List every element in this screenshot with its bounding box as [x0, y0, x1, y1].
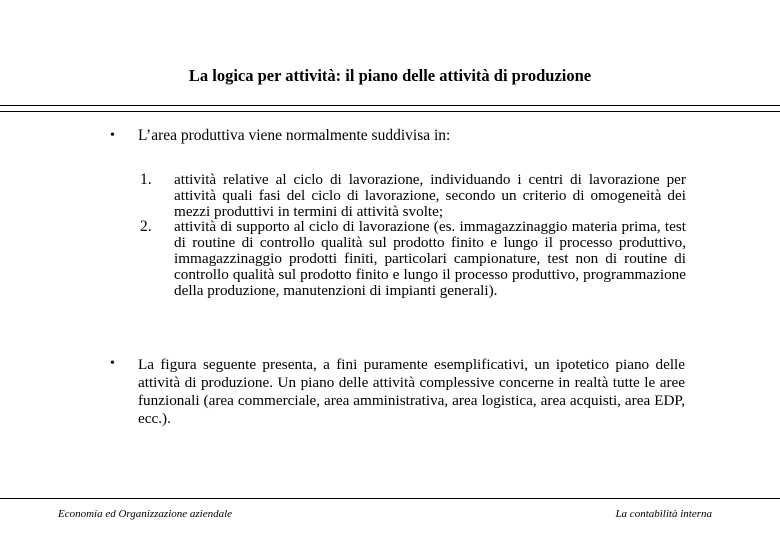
title-rule-top — [0, 105, 780, 106]
slide-title: La logica per attività: il piano delle attività di produzione — [188, 66, 592, 85]
list-item-text: attività di supporto al ciclo di lavorazione (es. immagazzinaggio materia prima, test di routine di controllo qualità sul prodotto finito e lungo il processo produttivo, immagazzinaggio prodotti finiti, particolari campionature, test non di routine di controllo qualità sul prodotto finito e lungo il processo produttivo, programmazione della produzione, manutenzioni di impianti generali). — [174, 218, 686, 299]
footer-rule — [0, 498, 780, 499]
bullet-icon: • — [110, 356, 115, 371]
list-item-number: 1. — [140, 171, 152, 188]
bullet-icon: • — [110, 128, 115, 143]
bullet-2-text: La figura seguente presenta, a fini puramente esemplificativi, un ipotetico piano delle attività di produzione. Un piano delle attività complessive concerne in realtà tutte le aree funzionali (area commerciale, area amministrativa, area logistica, area acquisti, area EDP, ecc.). — [138, 356, 685, 427]
title-rule-bottom — [0, 111, 780, 112]
list-item — [138, 219, 686, 298]
list-item-number: 2. — [140, 218, 152, 236]
footer-section-title: La contabilità interna — [615, 508, 712, 520]
list-item-text: attività relative al ciclo di lavorazione, individuando i centri di lavorazione per attività quali fasi del ciclo di lavorazione, secondo un criterio di omogeneità dei mezzi produttivi in termini di attività svolte; — [174, 171, 686, 220]
numbered-list — [138, 172, 686, 298]
list-item — [138, 172, 686, 219]
footer-course-title: Economia ed Organizzazione aziendale — [58, 508, 233, 520]
bullet-1-text: L’area produttiva viene normalmente suddivisa in: — [138, 127, 451, 144]
